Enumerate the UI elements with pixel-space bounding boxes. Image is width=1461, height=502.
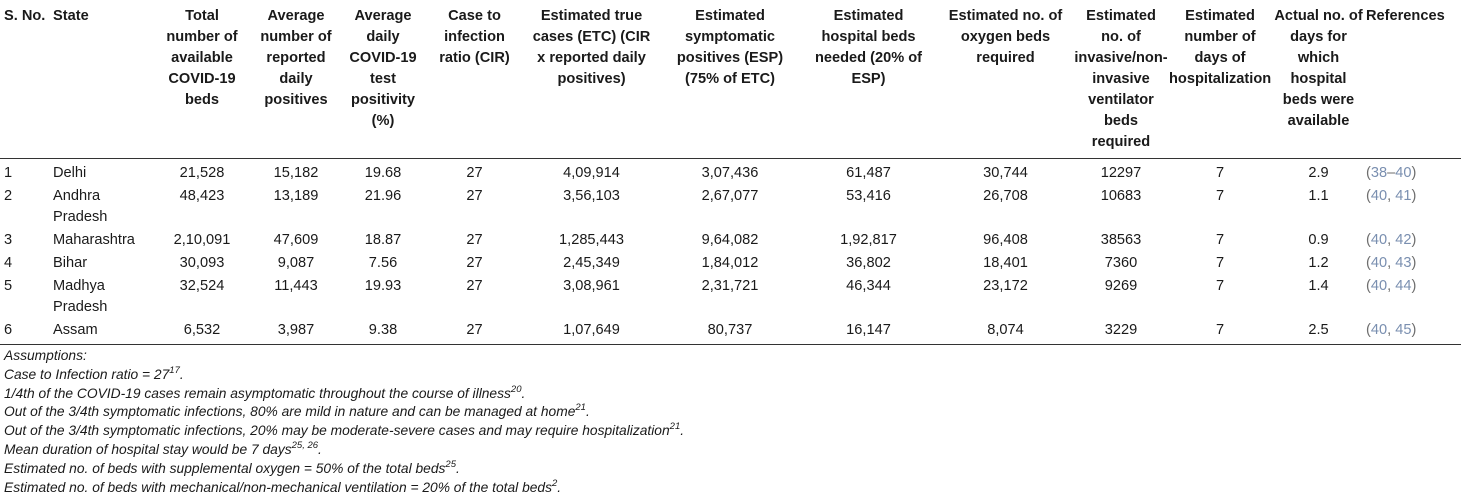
row-etc: 3,08,961: [563, 278, 620, 294]
row-actual: 1.4: [1308, 278, 1329, 294]
header-positives: [253, 0, 339, 159]
note-citation: 17: [169, 364, 180, 376]
header-line: (%): [371, 113, 395, 129]
row-hospital: 46,344: [846, 278, 891, 294]
header-line: available: [1287, 113, 1350, 129]
note-citation: 20: [510, 383, 522, 395]
row-positives: 11,443: [274, 278, 318, 294]
header-esp: [661, 0, 799, 159]
row-days: 7: [1215, 255, 1225, 271]
row-esp: 3,07,436: [701, 165, 759, 181]
assumptions-notes: [0, 345, 1461, 497]
note-tail: .: [179, 366, 184, 382]
reference-separator: ,: [1387, 322, 1396, 338]
note-tail: .: [318, 441, 322, 457]
row-actual: 2.9: [1308, 165, 1329, 181]
row-esp: 1,84,012: [701, 255, 759, 271]
row-beds: 2,10,091: [173, 232, 231, 248]
row-positives: 3,987: [253, 319, 339, 345]
reference-link[interactable]: 38: [1370, 165, 1388, 181]
reference-link[interactable]: 40: [1395, 165, 1412, 181]
row-beds: 6,532: [151, 319, 253, 345]
header-line: COVID-19: [168, 71, 236, 87]
row-positivity: 21.96: [364, 188, 402, 204]
row-etc: 1,07,649: [522, 319, 661, 345]
row-actual: 2.5: [1271, 319, 1366, 345]
table-row: [0, 275, 1461, 319]
note-tail: .: [521, 385, 526, 401]
header-line: (75% of ETC): [685, 71, 775, 87]
header-line: number of: [260, 29, 332, 45]
header-line: positives): [557, 71, 626, 87]
row-sno: 1: [4, 165, 13, 181]
header-line: Case to: [448, 8, 501, 24]
header-line: ESP): [851, 71, 886, 87]
header-row: [0, 0, 1461, 159]
row-hospital: 53,416: [846, 188, 891, 204]
reference-separator: ,: [1387, 255, 1396, 271]
reference-link[interactable]: 44: [1395, 278, 1412, 294]
header-cir: [427, 0, 522, 159]
note-text: Out of the 3/4th symptomatic infections, 20% may be moderate-severe cases and may require hospitalization: [4, 423, 670, 439]
note-tail: .: [680, 423, 685, 439]
reference-separator: ,: [1387, 278, 1396, 294]
header-line: days of: [1194, 50, 1246, 66]
header-line: hospital beds: [821, 29, 916, 45]
note-item: [4, 441, 1461, 460]
reference-link[interactable]: 42: [1395, 232, 1412, 248]
row-references: (40, 43): [1366, 255, 1417, 271]
row-ventilator: 9269: [1104, 278, 1138, 294]
row-esp: 2,31,721: [701, 278, 759, 294]
row-references: (40, 45): [1366, 319, 1461, 345]
reference-link[interactable]: 40: [1370, 188, 1388, 204]
header-line: positives: [264, 92, 328, 108]
notes-list: [4, 366, 1461, 498]
row-oxygen: 96,408: [983, 232, 1028, 248]
row-oxygen: 8,074: [938, 319, 1073, 345]
row-hospital: 36,802: [846, 255, 891, 271]
row-state: Delhi: [53, 165, 87, 181]
row-oxygen: 18,401: [983, 255, 1028, 271]
row-ventilator: 3229: [1073, 319, 1169, 345]
notes-heading: Assumptions:: [4, 348, 87, 363]
note-citation: 2: [551, 477, 558, 489]
note-citation: 25: [445, 458, 456, 470]
header-days: [1169, 0, 1271, 159]
header-line: beds: [1103, 113, 1139, 129]
row-sno: 3: [4, 232, 13, 248]
row-ventilator: 7360: [1104, 255, 1138, 271]
reference-link[interactable]: 40: [1370, 278, 1388, 294]
header-line: cases (ETC) (CIR: [532, 29, 651, 45]
row-sno: 4: [4, 255, 13, 271]
header-line: infection: [444, 29, 505, 45]
header-line: Estimated: [695, 8, 765, 24]
table-row: [0, 229, 1461, 252]
header-line: symptomatic: [684, 29, 776, 45]
note-tail: .: [557, 479, 562, 495]
row-etc: 1,285,443: [559, 232, 624, 248]
row-hospital: 61,487: [846, 165, 891, 181]
header-line: days for: [1290, 29, 1347, 45]
note-item: [4, 385, 1461, 404]
row-sno: 5: [4, 278, 13, 294]
row-beds: 30,093: [179, 255, 225, 271]
header-line: Estimated: [1185, 8, 1255, 24]
row-actual: 0.9: [1308, 232, 1329, 248]
reference-link[interactable]: 40: [1370, 232, 1388, 248]
header-line: available: [171, 50, 233, 66]
header-ventilator: [1073, 0, 1169, 159]
row-sno: 6: [0, 319, 53, 345]
row-references: (40, 41): [1366, 188, 1417, 204]
header-line: required: [1091, 134, 1151, 150]
header-line: daily: [279, 71, 313, 87]
row-beds: 32,524: [179, 278, 225, 294]
header-line: test: [370, 71, 396, 87]
note-item: [4, 403, 1461, 422]
row-state: Andhra Pradesh: [53, 188, 108, 225]
row-beds: 21,528: [179, 165, 225, 181]
note-text: Case to Infection ratio = 27: [4, 366, 170, 382]
note-item: [4, 479, 1461, 498]
row-cir: 27: [427, 319, 522, 345]
row-positivity: 7.56: [368, 255, 398, 271]
row-positivity: 19.68: [364, 165, 402, 181]
row-cir: 27: [466, 165, 483, 181]
row-cir: 27: [466, 188, 483, 204]
header-line: ratio (CIR): [439, 50, 510, 66]
row-beds: 48,423: [179, 188, 225, 204]
header-line: Estimated: [1086, 8, 1156, 24]
row-positives: 47,609: [273, 232, 319, 248]
header-line: invasive/non-: [1074, 50, 1168, 66]
table-row: [0, 159, 1461, 186]
header-line: x reported daily: [537, 50, 646, 66]
header-positivity: [339, 0, 427, 159]
row-positives: 9,087: [277, 255, 315, 271]
row-oxygen: 23,172: [983, 278, 1028, 294]
row-positives: 13,189: [273, 188, 319, 204]
note-citation: 21: [669, 421, 681, 433]
header-line: Average: [267, 8, 325, 24]
header-etc: [522, 0, 661, 159]
note-text: Estimated no. of beds with mechanical/non-mechanical ventilation = 20% of the total beds: [4, 479, 552, 495]
header-line: ventilator: [1088, 92, 1154, 108]
row-days: 7: [1215, 165, 1225, 181]
note-tail: .: [585, 404, 590, 420]
header-line: no. of: [1101, 29, 1141, 45]
reference-link[interactable]: 40: [1370, 322, 1388, 338]
header-sno: S. No.: [0, 0, 53, 159]
row-positivity: 18.87: [364, 232, 402, 248]
note-text: Mean duration of hospital stay would be 7 days: [4, 441, 292, 457]
row-positives: 15,182: [273, 165, 319, 181]
header-line: Average: [354, 8, 412, 24]
reference-link[interactable]: 45: [1395, 322, 1412, 338]
row-references: (40, 44): [1366, 278, 1417, 294]
row-sno: 2: [4, 188, 13, 204]
row-days: 7: [1215, 278, 1225, 294]
note-text: Out of the 3/4th symptomatic infections, 80% are mild in nature and can be managed at home: [4, 404, 576, 420]
header-state: State: [53, 0, 151, 159]
header-line: beds were: [1282, 92, 1355, 108]
header-line: Actual no. of: [1274, 8, 1363, 24]
header-line: beds: [184, 92, 220, 108]
table-row: [0, 185, 1461, 229]
header-line: hospital: [1290, 71, 1347, 87]
row-hospital: 1,92,817: [840, 232, 897, 248]
row-cir: 27: [466, 232, 483, 248]
reference-separator: –: [1387, 165, 1396, 181]
row-etc: 2,45,349: [563, 255, 620, 271]
header-line: invasive: [1092, 71, 1150, 87]
row-positivity: 19.93: [364, 278, 402, 294]
reference-separator: ,: [1387, 232, 1396, 248]
row-cir: 27: [466, 255, 483, 271]
header-oxygen: [938, 0, 1073, 159]
header-line: Estimated: [833, 8, 904, 24]
header-line: daily: [366, 29, 400, 45]
header-line: hospitalization: [1169, 71, 1272, 87]
row-actual: 1.1: [1308, 188, 1329, 204]
reference-link[interactable]: 40: [1370, 255, 1388, 271]
row-state: Maharashtra: [53, 232, 135, 248]
header-line: number of: [1184, 29, 1256, 45]
note-text: 1/4th of the COVID-19 cases remain asymptomatic throughout the course of illness: [4, 385, 511, 401]
header-line: which: [1297, 50, 1340, 66]
row-ventilator: 10683: [1100, 188, 1142, 204]
row-days: 7: [1215, 188, 1225, 204]
header-beds: [151, 0, 253, 159]
note-item: [4, 460, 1461, 479]
header-references: References: [1366, 0, 1461, 159]
header-line: COVID-19: [349, 50, 417, 66]
note-item: [4, 422, 1461, 441]
row-actual: 1.2: [1308, 255, 1329, 271]
header-line: required: [976, 50, 1035, 66]
header-line: needed (20% of: [814, 50, 923, 66]
row-ventilator: 12297: [1100, 165, 1142, 181]
header-line: Estimated no. of: [948, 8, 1063, 24]
table-row: [0, 319, 1461, 345]
note-citation: 21: [575, 402, 586, 414]
row-etc: 3,56,103: [563, 188, 620, 204]
row-positivity: 9.38: [339, 319, 427, 345]
row-state: Bihar: [53, 255, 88, 271]
header-line: positives (ESP): [676, 50, 784, 66]
row-etc: 4,09,914: [563, 165, 620, 181]
note-item: [4, 366, 1461, 385]
reference-link[interactable]: 43: [1395, 255, 1412, 271]
row-hospital: 16,147: [799, 319, 938, 345]
table-row: [0, 252, 1461, 275]
row-days: 7: [1215, 232, 1225, 248]
header-line: oxygen beds: [960, 29, 1051, 45]
reference-separator: ,: [1387, 188, 1396, 204]
note-text: Estimated no. of beds with supplemental oxygen = 50% of the total beds: [4, 460, 446, 476]
row-references: (38–40): [1366, 165, 1417, 181]
header-hospital: [799, 0, 938, 159]
table-body: [0, 159, 1461, 345]
row-oxygen: 26,708: [983, 188, 1028, 204]
header-line: number of: [166, 29, 238, 45]
header-actual: [1271, 0, 1366, 159]
row-esp: 80,737: [661, 319, 799, 345]
note-citation: 25, 26: [291, 439, 319, 451]
reference-link[interactable]: 41: [1395, 188, 1412, 204]
row-references: (40, 42): [1366, 232, 1417, 248]
row-esp: 9,64,082: [701, 232, 759, 248]
row-state: Assam: [53, 319, 151, 345]
row-cir: 27: [466, 278, 483, 294]
note-tail: .: [455, 460, 460, 476]
row-days: 7: [1169, 319, 1271, 345]
row-ventilator: 38563: [1100, 232, 1142, 248]
header-line: positivity: [350, 92, 416, 108]
row-esp: 2,67,077: [701, 188, 759, 204]
row-oxygen: 30,744: [983, 165, 1028, 181]
header-line: reported: [266, 50, 326, 66]
header-line: Estimated true: [540, 8, 643, 24]
header-line: Total: [185, 8, 219, 24]
row-state: Madhya Pradesh: [53, 278, 108, 315]
